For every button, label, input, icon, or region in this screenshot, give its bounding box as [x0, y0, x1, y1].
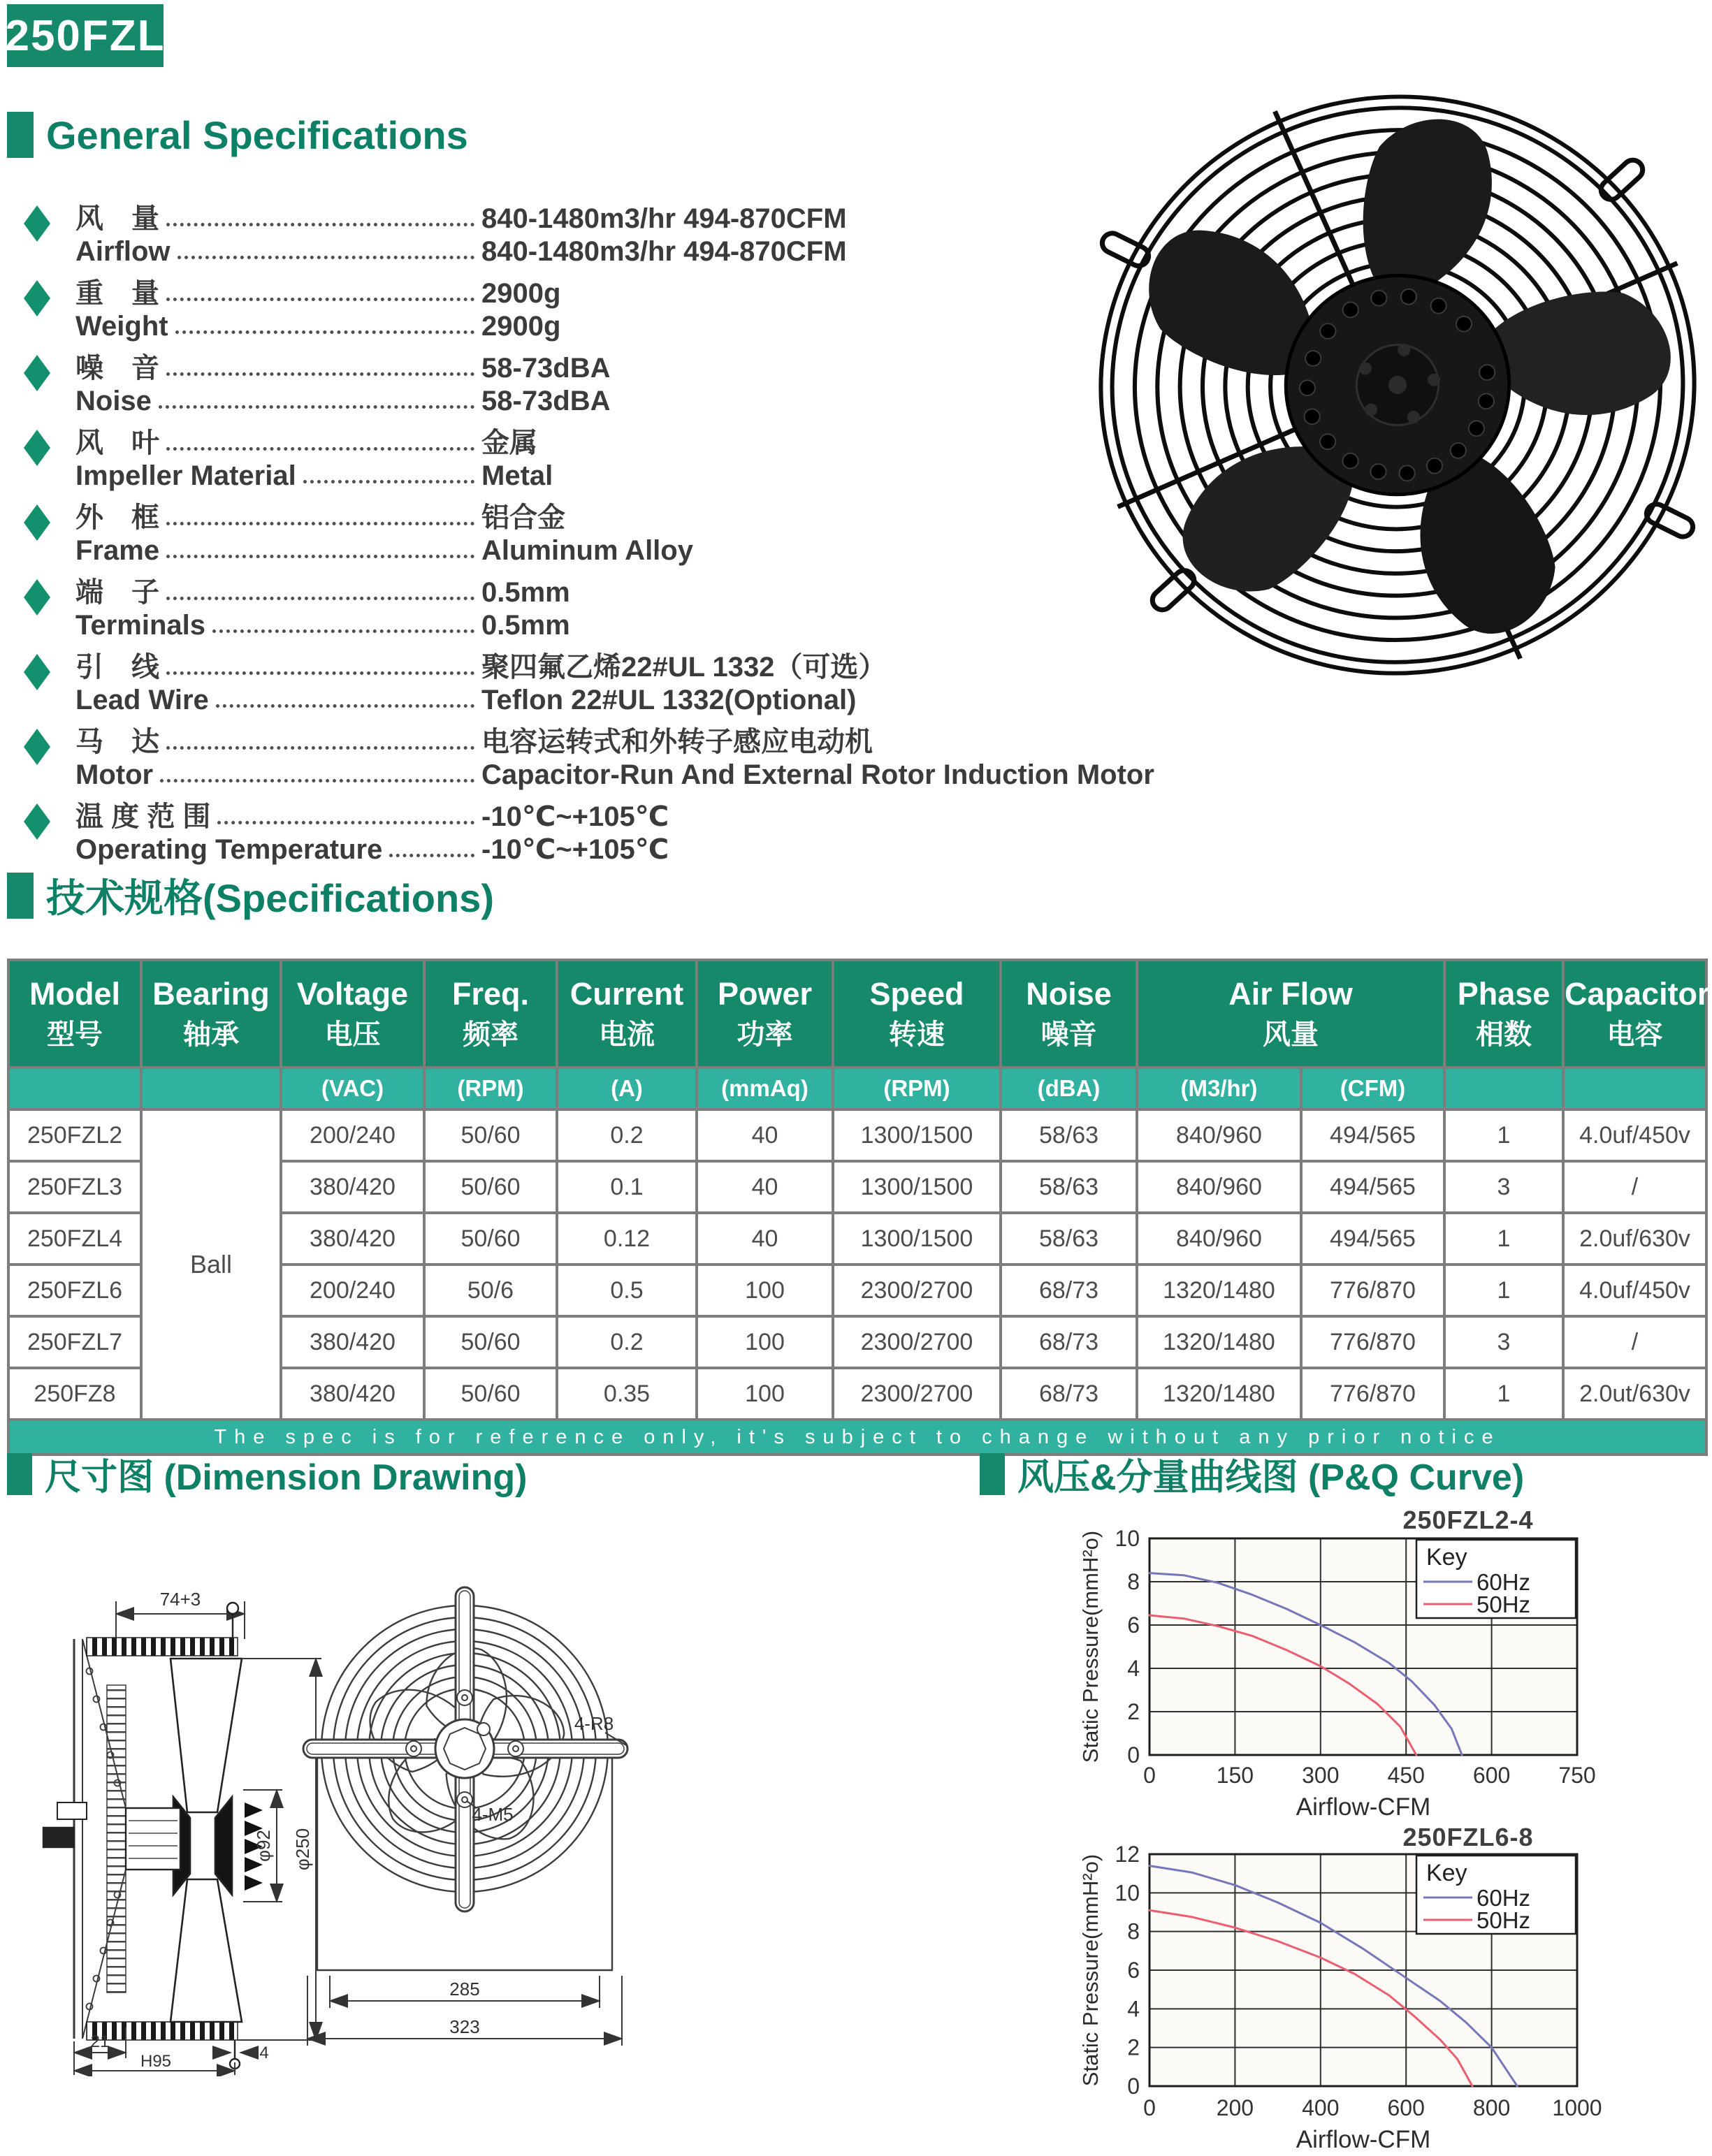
- x-tick-label: 1000: [1552, 2095, 1602, 2120]
- header-en: Freq.: [451, 976, 530, 1012]
- pq-chart-svg: [1080, 1506, 1611, 1828]
- x-tick-label: 450: [1387, 1763, 1425, 1788]
- table-cell: 1300/1500: [833, 1213, 1001, 1265]
- spec-value-zh: 电容运转式和外转子感应电动机: [481, 727, 873, 757]
- table-cell: 1320/1480: [1137, 1316, 1301, 1368]
- unit-cell: [8, 1068, 141, 1109]
- dotted-leader: [303, 480, 474, 483]
- table-cell: 40: [697, 1213, 833, 1265]
- diamond-bullet-icon: [24, 504, 50, 541]
- spec-value-en: 0.5mm: [481, 610, 570, 641]
- spec-table-body: [8, 1109, 1706, 1420]
- section-title: 技术规格(Specifications): [46, 876, 494, 920]
- diamond-bullet-icon: [24, 355, 50, 391]
- header-zh: 型号: [47, 1019, 103, 1050]
- header-en: Power: [717, 976, 813, 1012]
- col-header-airflow: [1137, 960, 1444, 1068]
- table-cell: 494/565: [1301, 1213, 1444, 1265]
- spec-item-lead-wire: [20, 651, 1114, 717]
- dotted-leader: [389, 854, 474, 857]
- header-zh: 噪音: [1040, 1019, 1097, 1050]
- table-cell: 2.0uf/630v: [1563, 1213, 1706, 1265]
- x-tick-label: 0: [1143, 1763, 1156, 1788]
- spec-value-en: 2900g: [481, 311, 561, 342]
- spec-item-frame: [20, 502, 1114, 567]
- table-cell: 0.5: [557, 1265, 697, 1316]
- spec-value-zh: 聚四氟乙烯22#UL 1332（可选）: [481, 652, 887, 683]
- y-tick-label: 0: [1127, 1742, 1140, 1768]
- spec-label-zh: 风 叶: [75, 428, 159, 458]
- section-title: 风压&分量曲线图 (P&Q Curve): [1017, 1457, 1525, 1498]
- col-header-voltage: [281, 960, 424, 1068]
- table-cell: 40: [697, 1161, 833, 1213]
- spec-label-en: Airflow: [75, 236, 171, 267]
- unit-cell: (M3/hr): [1137, 1068, 1301, 1109]
- x-tick-label: 0: [1143, 2095, 1156, 2120]
- table-cell: 3: [1444, 1316, 1563, 1368]
- table-cell: 494/565: [1301, 1109, 1444, 1161]
- fan-photo-group: [1087, 70, 1709, 692]
- y-tick-label: 10: [1115, 1526, 1140, 1551]
- header-en: Bearing: [152, 976, 270, 1012]
- unit-cell: (CFM): [1301, 1068, 1444, 1109]
- spec-value-zh: -10℃~+105℃: [481, 801, 669, 832]
- spec-item-weight: [20, 277, 1114, 343]
- table-cell: 380/420: [281, 1316, 424, 1368]
- dotted-leader: [217, 821, 474, 824]
- unit-cell: (dBA): [1001, 1068, 1137, 1109]
- table-cell: 840/960: [1137, 1109, 1301, 1161]
- header-en: Model: [29, 976, 120, 1012]
- section-header-specifications: [7, 868, 494, 924]
- spec-item-motor: [20, 726, 1154, 792]
- col-header-model: [8, 960, 141, 1068]
- side-view-guard: [74, 1639, 126, 2039]
- pq-chart-250fzl6-8: [1080, 1826, 1611, 2156]
- spec-value-en: 840-1480m3/hr 494-870CFM: [481, 236, 847, 267]
- dotted-leader: [166, 298, 474, 301]
- diamond-bullet-icon: [24, 729, 50, 765]
- table-cell-bearing: Ball: [141, 1109, 281, 1420]
- unit-cell: (VAC): [281, 1068, 424, 1109]
- table-cell: 0.2: [557, 1109, 697, 1161]
- unit-cell: (RPM): [833, 1068, 1001, 1109]
- y-tick-label: 0: [1127, 2074, 1140, 2099]
- spec-item-airflow: [20, 203, 1114, 268]
- spec-label-en: Motor: [75, 759, 154, 790]
- dotted-leader: [166, 522, 474, 525]
- table-cell: 4.0uf/450v: [1563, 1109, 1706, 1161]
- spec-label-en: Impeller Material: [75, 460, 296, 491]
- table-cell: 68/73: [1001, 1316, 1137, 1368]
- diamond-bullet-icon: [24, 654, 50, 690]
- table-cell: 50/60: [424, 1161, 557, 1213]
- header-zh: 电压: [324, 1019, 381, 1050]
- dimension-drawing-side-view: [34, 1580, 334, 2076]
- table-cell: 50/60: [424, 1368, 557, 1420]
- legend-entry-label: 50Hz: [1477, 1907, 1531, 1933]
- spec-label-zh: 外 框: [75, 502, 159, 533]
- spec-label-zh: 马 达: [75, 727, 159, 757]
- spec-value-zh: 0.5mm: [481, 577, 570, 608]
- spec-value-en: 58-73dBA: [481, 386, 611, 416]
- x-tick-label: 600: [1387, 2095, 1425, 2120]
- table-cell: 50/60: [424, 1213, 557, 1265]
- spec-label-en: Weight: [75, 311, 168, 342]
- x-tick-label: 300: [1302, 1763, 1340, 1788]
- diamond-bullet-icon: [24, 280, 50, 316]
- table-cell: /: [1563, 1316, 1706, 1368]
- y-tick-label: 6: [1127, 1612, 1140, 1638]
- section-square-icon: [980, 1453, 1005, 1495]
- legend-entry-label: 60Hz: [1477, 1569, 1531, 1595]
- section-square-icon: [7, 873, 34, 919]
- table-cell: 380/420: [281, 1161, 424, 1213]
- table-cell: 380/420: [281, 1213, 424, 1265]
- header-en: Phase: [1457, 976, 1551, 1012]
- x-axis-label: Airflow-CFM: [1296, 1793, 1431, 1821]
- dotted-leader: [166, 372, 474, 376]
- spec-value-zh: 2900g: [481, 278, 561, 309]
- header-en: Noise: [1026, 976, 1112, 1012]
- header-en: Current: [570, 976, 684, 1012]
- side-view-top-band: [87, 1638, 238, 1656]
- model-badge: 250FZL: [7, 4, 164, 67]
- y-axis-label: Static Pressure(mmH²o): [1080, 1530, 1103, 1763]
- spec-value-en: Aluminum Alloy: [481, 535, 693, 566]
- col-header-bearing: [141, 960, 281, 1068]
- header-en: Voltage: [296, 976, 409, 1012]
- chart-title: 250FZL6-8: [1402, 1826, 1534, 1851]
- dotted-leader: [175, 330, 474, 334]
- table-cell: 2300/2700: [833, 1368, 1001, 1420]
- spec-value-en: Teflon 22#UL 1332(Optional): [481, 685, 857, 715]
- spec-label-zh: 端 子: [75, 577, 159, 608]
- dim-label-outer: 323: [449, 2016, 480, 2037]
- diamond-bullet-icon: [24, 579, 50, 616]
- header-zh: 相数: [1476, 1019, 1532, 1050]
- table-cell: 776/870: [1301, 1316, 1444, 1368]
- y-tick-label: 6: [1127, 1958, 1140, 1983]
- table-cell: 58/63: [1001, 1161, 1137, 1213]
- spec-label-en: Terminals: [75, 610, 205, 641]
- table-cell: 0.35: [557, 1368, 697, 1420]
- section-square-icon: [7, 1453, 32, 1495]
- table-cell: 1: [1444, 1213, 1563, 1265]
- dotted-leader: [166, 671, 474, 675]
- dim-label-diameter: φ250: [292, 1828, 313, 1871]
- dim-label-b2: 4: [259, 2044, 269, 2062]
- dim-label-r8: 4-R8: [574, 1713, 614, 1734]
- y-tick-label: 4: [1127, 1996, 1140, 2022]
- spec-value-en: Capacitor-Run And External Rotor Induction Motor: [481, 759, 1154, 790]
- table-cell-model: 250FZL3: [8, 1161, 141, 1213]
- dim-label-hub: φ92: [253, 1830, 274, 1862]
- header-zh: 电流: [599, 1019, 655, 1050]
- y-tick-label: 12: [1115, 1842, 1140, 1867]
- unit-cell: [1444, 1068, 1563, 1109]
- spec-label-en: Operating Temperature: [75, 834, 383, 865]
- x-tick-label: 400: [1302, 2095, 1340, 2120]
- table-cell: 1320/1480: [1137, 1265, 1301, 1316]
- col-header-capacitor: [1563, 960, 1710, 1068]
- table-cell: 1: [1444, 1368, 1563, 1420]
- y-tick-label: 2: [1127, 2034, 1140, 2060]
- dotted-leader: [177, 256, 474, 259]
- diamond-bullet-icon: [24, 430, 50, 466]
- header-zh: 频率: [463, 1019, 518, 1050]
- spec-item-temperature: [20, 801, 1114, 866]
- front-view-hub: [435, 1719, 494, 1778]
- section-square-icon: [7, 112, 34, 158]
- spec-label-zh: 噪 音: [75, 353, 159, 384]
- table-cell: 100: [697, 1368, 833, 1420]
- pq-chart-svg: [1080, 1826, 1611, 2156]
- spec-label-en: Frame: [75, 535, 160, 566]
- dotted-leader: [166, 555, 474, 558]
- legend-title: Key: [1426, 1544, 1467, 1571]
- table-footnote: The spec is for reference only, it's subject to change without any prior notice: [8, 1420, 1706, 1455]
- spec-label-en: Noise: [75, 386, 152, 416]
- header-zh: 转速: [889, 1019, 945, 1050]
- table-cell: 100: [697, 1265, 833, 1316]
- col-header-freq: [424, 960, 557, 1068]
- table-row: [8, 1109, 1706, 1161]
- dim-label-m5: 4-M5: [472, 1804, 514, 1825]
- dimension-drawing-front-view: [293, 1578, 692, 2102]
- header-en: Speed: [869, 976, 964, 1012]
- table-cell: /: [1563, 1161, 1706, 1213]
- spec-label-zh: 温 度 范 围: [75, 801, 211, 832]
- section-title: 尺寸图 (Dimension Drawing): [45, 1457, 528, 1498]
- header-zh: 轴承: [183, 1019, 239, 1050]
- table-cell-model: 250FZ8: [8, 1368, 141, 1420]
- table-cell: 1: [1444, 1265, 1563, 1316]
- col-header-speed: [833, 960, 1001, 1068]
- y-tick-label: 10: [1115, 1880, 1140, 1906]
- legend-entry-label: 50Hz: [1477, 1591, 1531, 1617]
- table-cell: 50/60: [424, 1109, 557, 1161]
- table-cell: 494/565: [1301, 1161, 1444, 1213]
- spec-value-zh: 铝合金: [481, 502, 565, 533]
- table-cell: 380/420: [281, 1368, 424, 1420]
- table-cell-model: 250FZL4: [8, 1213, 141, 1265]
- dotted-leader: [166, 223, 474, 226]
- table-cell: 200/240: [281, 1109, 424, 1161]
- table-cell: 4.0uf/450v: [1563, 1265, 1706, 1316]
- dim-label-b3: H95: [140, 2052, 172, 2071]
- table-cell: 2300/2700: [833, 1265, 1001, 1316]
- spec-value-en: Metal: [481, 460, 553, 491]
- table-cell: 40: [697, 1109, 833, 1161]
- table-cell: 0.2: [557, 1316, 697, 1368]
- x-tick-label: 150: [1216, 1763, 1254, 1788]
- table-cell: 776/870: [1301, 1368, 1444, 1420]
- section-header-general: [7, 112, 468, 158]
- header-en: Capacitor: [1565, 976, 1710, 1012]
- table-unit-row: [8, 1068, 1706, 1109]
- table-cell: 50/60: [424, 1316, 557, 1368]
- spec-value-zh: 840-1480m3/hr 494-870CFM: [481, 203, 847, 234]
- unit-cell: [1563, 1068, 1706, 1109]
- spec-item-terminals: [20, 576, 1114, 642]
- product-photo-fan: [1087, 70, 1709, 692]
- header-zh: 电容: [1606, 1019, 1663, 1050]
- y-axis-label: Static Pressure(mmH²o): [1080, 1853, 1103, 2087]
- legend-entry-label: 60Hz: [1477, 1885, 1531, 1911]
- y-tick-label: 8: [1127, 1569, 1140, 1594]
- spec-label-zh: 引 线: [75, 652, 159, 683]
- col-header-phase: [1444, 960, 1563, 1068]
- dotted-leader: [166, 597, 474, 600]
- dotted-leader: [166, 447, 474, 451]
- col-header-power: [697, 960, 833, 1068]
- side-view-blades: [171, 1659, 242, 2022]
- dotted-leader: [160, 779, 474, 782]
- table-cell: 1: [1444, 1109, 1563, 1161]
- table-cell: 2300/2700: [833, 1316, 1001, 1368]
- section-title: General Specifications: [46, 112, 468, 157]
- unit-cell: (RPM): [424, 1068, 557, 1109]
- spec-label-zh: 重 量: [75, 278, 159, 309]
- dotted-leader: [216, 704, 474, 708]
- diamond-bullet-icon: [24, 803, 50, 840]
- unit-cell: (A): [557, 1068, 697, 1109]
- spec-value-zh: 58-73dBA: [481, 353, 611, 384]
- section-header-pq-curve: [980, 1448, 1524, 1500]
- dim-label-depth: 74+3: [159, 1589, 201, 1610]
- table-header-row: [8, 960, 1706, 1068]
- header-zh: 风量: [1263, 1019, 1319, 1050]
- table-cell: 2.0ut/630v: [1563, 1368, 1706, 1420]
- table-cell: 840/960: [1137, 1161, 1301, 1213]
- table-cell: 200/240: [281, 1265, 424, 1316]
- unit-cell: (mmAq): [697, 1068, 833, 1109]
- spec-label-en: Lead Wire: [75, 685, 209, 715]
- table-cell: 0.1: [557, 1161, 697, 1213]
- table-cell: 840/960: [1137, 1213, 1301, 1265]
- table-cell: 100: [697, 1316, 833, 1368]
- unit-cell: [141, 1068, 281, 1109]
- spec-label-zh: 风 量: [75, 203, 159, 234]
- table-cell-model: 250FZL2: [8, 1109, 141, 1161]
- pq-chart-250fzl2-4: [1080, 1506, 1611, 1831]
- dim-label-inner: 285: [449, 1979, 480, 2000]
- col-header-current: [557, 960, 697, 1068]
- header-en: Air Flow: [1228, 976, 1353, 1012]
- table-cell: 3: [1444, 1161, 1563, 1213]
- col-header-noise: [1001, 960, 1137, 1068]
- x-tick-label: 200: [1216, 2095, 1254, 2120]
- general-spec-list: [20, 203, 1154, 875]
- table-cell-model: 250FZL7: [8, 1316, 141, 1368]
- spec-value-zh: 金属: [481, 428, 537, 458]
- table-cell: 1300/1500: [833, 1109, 1001, 1161]
- dotted-leader: [166, 746, 474, 750]
- x-tick-label: 600: [1472, 1763, 1511, 1788]
- table-cell: 1320/1480: [1137, 1368, 1301, 1420]
- spec-item-noise: [20, 352, 1114, 418]
- specifications-table: [7, 959, 1708, 1456]
- x-tick-label: 750: [1558, 1763, 1596, 1788]
- table-cell: 58/63: [1001, 1109, 1137, 1161]
- spec-item-impeller: [20, 427, 1114, 493]
- chart-title: 250FZL2-4: [1402, 1506, 1534, 1534]
- x-tick-label: 800: [1472, 2095, 1511, 2120]
- dotted-leader: [159, 405, 474, 409]
- table-cell: 0.12: [557, 1213, 697, 1265]
- y-tick-label: 2: [1127, 1699, 1140, 1724]
- diamond-bullet-icon: [24, 205, 50, 242]
- table-cell: 58/63: [1001, 1213, 1137, 1265]
- x-axis-label: Airflow-CFM: [1296, 2126, 1431, 2153]
- table-cell: 1300/1500: [833, 1161, 1001, 1213]
- y-tick-label: 8: [1127, 1918, 1140, 1944]
- side-view-bottom-band: [87, 2022, 238, 2040]
- legend-title: Key: [1426, 1860, 1467, 1886]
- section-header-dimension: [7, 1448, 527, 1500]
- dim-label-b1: 21: [90, 2032, 110, 2051]
- table-cell-model: 250FZL6: [8, 1265, 141, 1316]
- table-cell: 68/73: [1001, 1265, 1137, 1316]
- y-tick-label: 4: [1127, 1656, 1140, 1681]
- table-cell: 68/73: [1001, 1368, 1137, 1420]
- spec-value-en: -10℃~+105℃: [481, 834, 669, 865]
- header-zh: 功率: [737, 1019, 793, 1050]
- table-cell: 776/870: [1301, 1265, 1444, 1316]
- dotted-leader: [212, 629, 474, 633]
- table-cell: 50/6: [424, 1265, 557, 1316]
